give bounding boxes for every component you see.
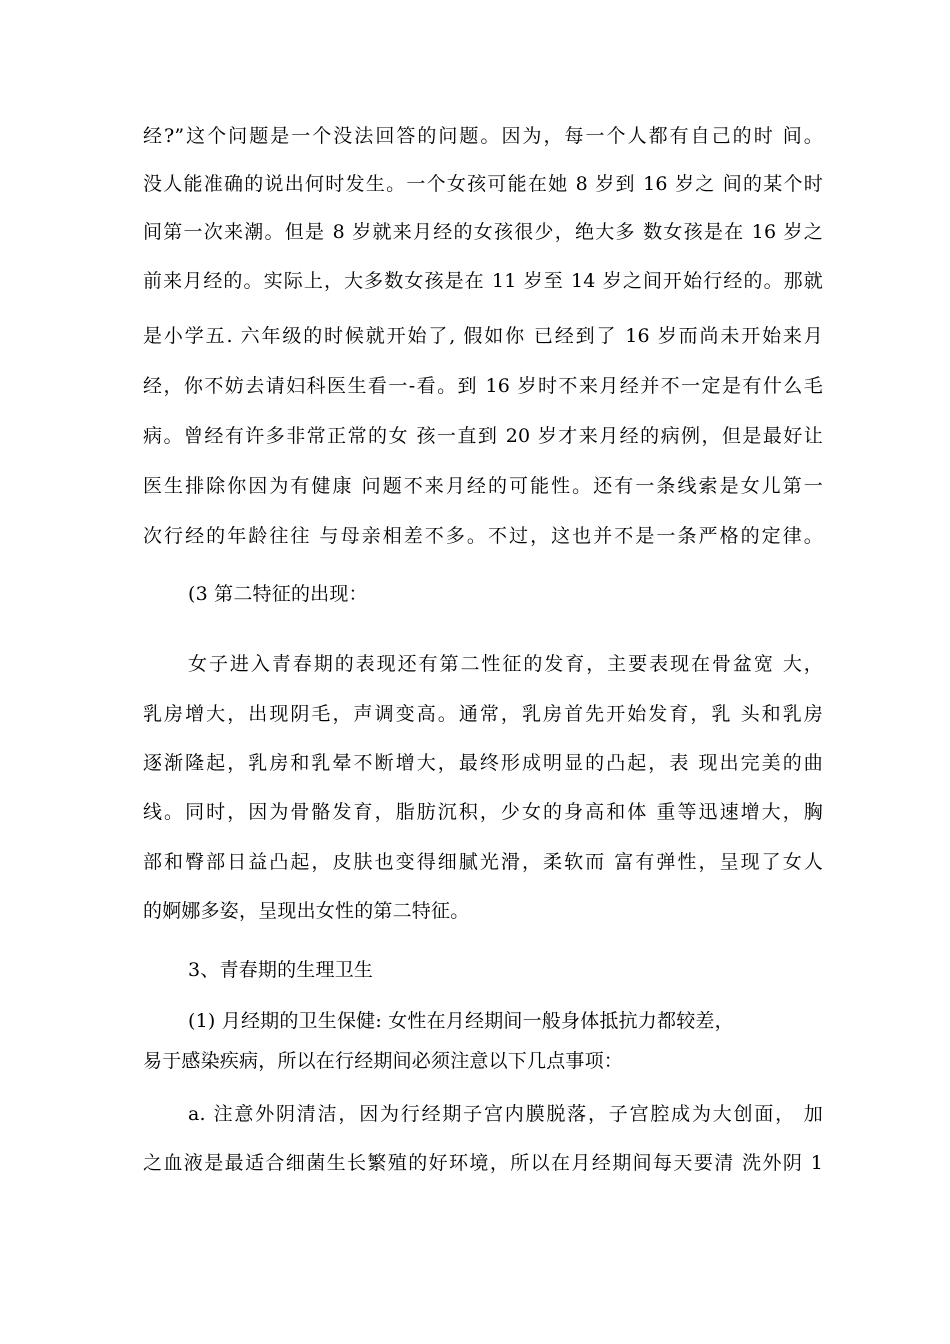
text-line: 次行经的年龄往往 与母亲相差不多。不过，这也并不是一条严格的定律。 (143, 525, 823, 547)
section-heading: (3 第二特征的出现： (188, 583, 368, 605)
text-line: 线。同时，因为骨骼发育，脂肪沉积，少女的身高和体 重等迅速增大，胸 (143, 801, 823, 823)
text-line: 女子进入青春期的表现还有第二性征的发育，主要表现在骨盆宽 大， (188, 653, 823, 675)
text-line: 是小学五. 六年级的时候就开始了, 假如你 已经到了 16 岁而尚未开始来月 (143, 325, 823, 347)
text-line: 逐渐隆起，乳房和乳晕不断增大，最终形成明显的凸起，表 现出完美的曲 (143, 752, 823, 774)
text-line: 间第一次来潮。但是 8 岁就来月经的女孩很少，绝大多 数女孩是在 16 岁之 (143, 221, 823, 243)
text-line: 前来月经的。实际上，大多数女孩是在 11 岁至 14 岁之间开始行经的。那就 (143, 270, 823, 292)
text-line: 病。曾经有许多非常正常的女 孩一直到 20 岁才来月经的病例，但是最好让 (143, 425, 823, 447)
text-line: 的婀娜多姿，呈现出女性的第二特征。 (143, 900, 470, 922)
section-heading: 3、青春期的生理卫生 (188, 959, 374, 981)
text-line: 之血液是最适合细菌生长繁殖的好环境，所以在月经期间每天要清 洗外阴 1 (143, 1152, 823, 1174)
text-line: 经，你不妨去请妇科医生看一-看。到 16 岁时不来月经并不一定是有什么毛 (143, 375, 823, 397)
text-line: 没人能准确的说出何时发生。一个女孩可能在她 8 岁到 16 岁之 间的某个时 (143, 173, 823, 195)
text-line: 医生排除你因为有健康 问题不来月经的可能性。还有一条线索是女儿第一 (143, 475, 823, 497)
text-line: 乳房增大，出现阴毛，声调变高。通常，乳房首先开始发育，乳 头和乳房 (143, 703, 823, 725)
text-line: 易于感染疾病，所以在行经期间必须注意以下几点事项： (143, 1050, 624, 1072)
text-line: (1) 月经期的卫生保健: 女性在月经期间一般身体抵抗力都较差， (188, 1010, 734, 1032)
text-line: a. 注意外阴清洁，因为行经期子宫内膜脱落，子宫腔成为大创面， 加 (188, 1103, 823, 1125)
text-line: 部和臀部日益凸起，皮肤也变得细腻光滑，柔软而 富有弹性，呈现了女人 (143, 851, 823, 873)
text-line: 经?”这个问题是一个没法回答的问题。因为，每一个人都有自己的时 间。 (143, 125, 823, 147)
